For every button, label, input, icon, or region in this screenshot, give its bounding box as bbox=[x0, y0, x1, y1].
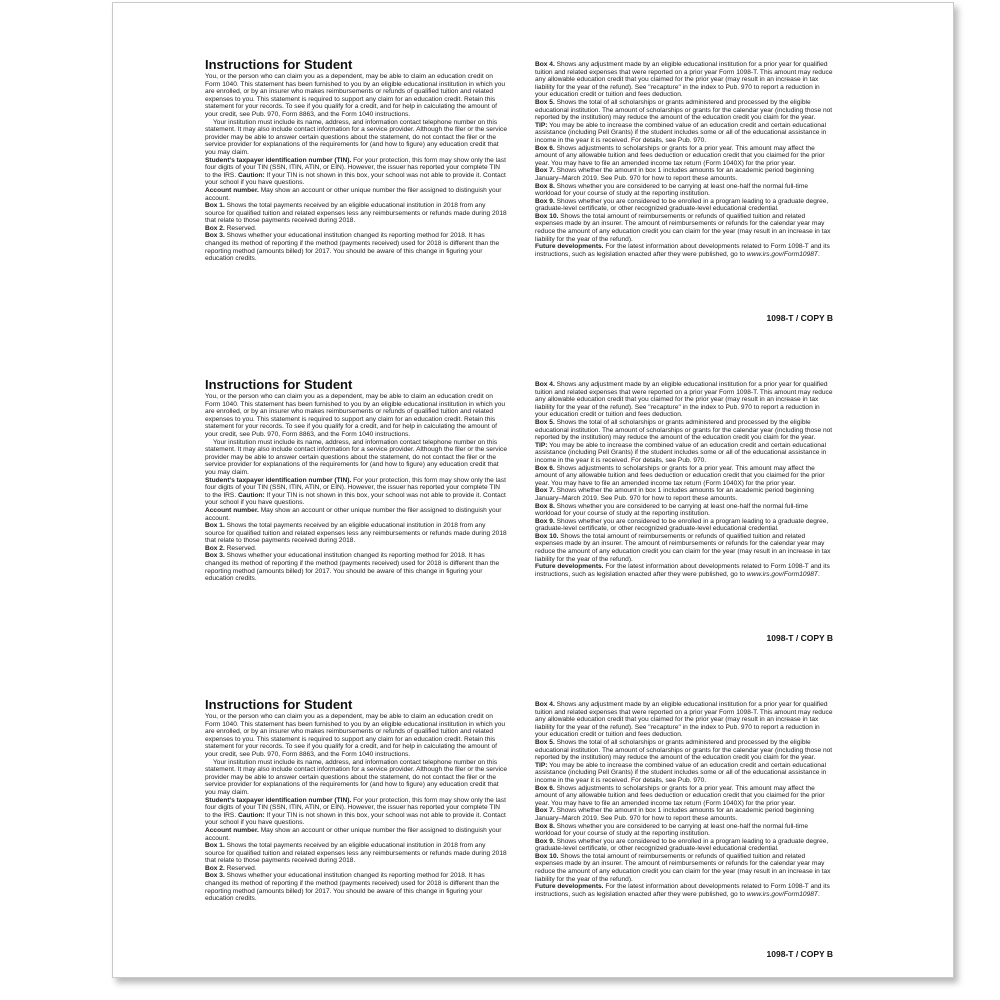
paragraph-heading: Future developments. bbox=[535, 563, 604, 571]
paragraph-text: Shows whether you are considered to be enrolled in a program leading to a graduate degree, graduate-level certificate, or other recognized graduate-level educational credential. bbox=[535, 517, 829, 533]
right-column bbox=[535, 381, 833, 578]
paragraph-heading: Box 6. bbox=[535, 144, 555, 152]
form-sheet bbox=[112, 2, 954, 978]
paragraph-heading: Box 10. bbox=[535, 852, 559, 860]
irs-url-link: www.irs.gov/Form1098T bbox=[746, 570, 818, 578]
paragraph-heading: Box 7. bbox=[535, 487, 555, 495]
instruction-paragraph bbox=[535, 167, 833, 182]
instruction-paragraph bbox=[535, 183, 833, 198]
paragraph-heading: Box 8. bbox=[535, 182, 555, 190]
paragraph-text: Shows the total amount of reimbursements or refunds of qualified tuition and related expenses made by an insurer. The amount of reimbursements or refunds for the calendar year may reduce the amount of any education credit you can claim for the year (may result in an increase in tax liability for the year of the refund). bbox=[535, 532, 831, 563]
paragraph-heading: TIP: bbox=[535, 441, 548, 449]
instruction-paragraph bbox=[205, 73, 507, 119]
paragraph-heading: Box 4. bbox=[535, 381, 555, 388]
left-column bbox=[205, 697, 507, 903]
paragraph-heading: Box 7. bbox=[535, 167, 555, 175]
paragraph-text: May show an account or other unique number the filer assigned to distinguish your account. bbox=[205, 506, 502, 522]
paragraph-text: Shows adjustments to scholarships or grants for a prior year. This amount may affect the amount of any allowable tuition and fees deduction or education credit that you claimed for the prior year. You may have to file an amended income tax return (Form 1040X) for the prior year. bbox=[535, 464, 825, 487]
instructions-panel-3 bbox=[205, 697, 853, 997]
paragraph-heading: Box 1. bbox=[205, 522, 225, 530]
paragraph-heading: Box 1. bbox=[205, 842, 225, 850]
paragraph-heading: Box 7. bbox=[535, 807, 555, 815]
paragraph-text: Shows whether the amount in box 1 includes amounts for an academic period beginning January–March 2019. See Pub. 970 for how to report these amounts. bbox=[535, 167, 814, 182]
paragraph-text: Shows any adjustment made by an eligible educational institution for a prior year for qualified tuition and related expenses that were reported on a prior year Form 1098-T. This amount may reduce any allowable education credit that you claimed for the prior year (may result in an increase in tax liability for the year of the refund). See "recapture" in the index to Pub. 970 to report a reduction in your education credit or tuition and fees deduction. bbox=[535, 701, 833, 739]
instruction-paragraph bbox=[535, 99, 833, 122]
instruction-paragraph bbox=[205, 439, 507, 477]
instruction-paragraph bbox=[205, 507, 507, 522]
instruction-paragraph bbox=[535, 785, 833, 808]
instruction-paragraph bbox=[205, 225, 507, 233]
instruction-paragraph bbox=[535, 518, 833, 533]
paragraph-heading: Box 2. bbox=[205, 544, 225, 552]
paragraph-heading: Account number. bbox=[205, 826, 259, 834]
paragraph-heading: Box 8. bbox=[535, 822, 555, 830]
paragraph-heading: Student's taxpayer identification number (TIN). bbox=[205, 476, 352, 484]
paragraph-text: Shows the total payments received by an eligible educational institution in 2018 from any source for qualified tuition and related expenses less any reimbursements or refunds made during 2018 that relate to those payments received during 2018. bbox=[205, 842, 507, 865]
irs-url-link: www.irs.gov/Form1098T bbox=[746, 890, 818, 898]
paragraph-heading: Box 5. bbox=[535, 738, 555, 746]
paragraph-heading: Box 1. bbox=[205, 202, 225, 210]
paragraph-heading: Student's taxpayer identification number (TIN). bbox=[205, 796, 352, 804]
instruction-paragraph bbox=[535, 243, 833, 258]
paragraph-heading: Box 9. bbox=[535, 197, 555, 205]
instruction-paragraph bbox=[535, 853, 833, 883]
instruction-paragraph bbox=[535, 533, 833, 563]
instruction-paragraph bbox=[535, 838, 833, 853]
paragraph-text: For your protection, this form may show only the last four digits of your TIN (SSN, ITIN, ATIN, or EIN). However, the issuer has reported your complete TIN to the IRS. bbox=[205, 796, 506, 819]
instruction-paragraph bbox=[205, 119, 507, 157]
paragraph-text: If your TIN is not shown in this box, your school was not able to provide it. Contact your school if you have questions. bbox=[205, 491, 506, 507]
paragraph-text: Shows whether your educational institution changed its reporting method for 2018. It has changed its method of reporting if the method (payments received) used for 2018 is different than the reporting method (amounts billed) for 2017. You should be aware of this change in figuring your education credits. bbox=[205, 232, 500, 263]
paragraph-text: For the latest information about developments related to Form 1098-T and its instructions, such as legislation enacted after they were published, go to bbox=[535, 243, 830, 258]
instruction-paragraph bbox=[535, 145, 833, 168]
paragraph-heading: Box 10. bbox=[535, 532, 559, 540]
paragraph-text: Reserved. bbox=[224, 864, 257, 872]
paragraph-text: Shows adjustments to scholarships or grants for a prior year. This amount may affect the amount of any allowable tuition and fees deduction or education credit that you claimed for the prior year. You may have to file an amended income tax return (Form 1040X) for the prior year. bbox=[535, 144, 825, 167]
paragraph-heading: Box 4. bbox=[535, 701, 555, 708]
instruction-paragraph bbox=[205, 865, 507, 873]
right-body bbox=[535, 381, 833, 578]
paragraph-text: . bbox=[817, 890, 820, 898]
paragraph-heading: Account number. bbox=[205, 506, 259, 514]
paragraph-heading: Future developments. bbox=[535, 883, 604, 891]
paragraph-text: Your institution must include its name, address, and information contact telephone number on this statement. It may also include contact information for a service provider. Although the filer or the service provider may be able to answer certain questions about the statement, do not contact the filer or the service provider for explanations of the requirements for (and how to figure) any education credit that you may claim. bbox=[205, 758, 507, 796]
panel-title: Instructions for Student bbox=[205, 697, 353, 712]
paragraph-text: Shows the total payments received by an eligible educational institution in 2018 from any source for qualified tuition and related expenses less any reimbursements or refunds made during 2018 that relate to those payments received during 2018. bbox=[205, 202, 507, 225]
paragraph-text: Shows adjustments to scholarships or grants for a prior year. This amount may affect the amount of any allowable tuition and fees deduction or education credit that you claimed for the prior year. You may have to file an amended income tax return (Form 1040X) for the prior year. bbox=[535, 784, 825, 807]
paragraph-text: Shows whether you are considered to be enrolled in a program leading to a graduate degree, graduate-level certificate, or other recognized graduate-level educational credential. bbox=[535, 837, 829, 853]
paragraph-text: You, or the person who can claim you as a dependent, may be able to claim an education credit on Form 1040. This statement has been furnished to you by an eligible educational institution in which you are enrolled, or by an insurer who makes reimbursements or refunds of qualified tuition and related expenses to you. This statement is required to support any claim for an education credit. Retain this statement for your records. To see if you qualify for a credit, and for help in calculating the amount of your credit, see Pub. 970, Form 8863, and the Form 1040 instructions. bbox=[205, 73, 506, 118]
right-body bbox=[535, 61, 833, 258]
instruction-paragraph bbox=[205, 545, 507, 553]
paragraph-heading: Box 10. bbox=[535, 212, 559, 220]
paragraph-text: You, or the person who can claim you as a dependent, may be able to claim an education credit on Form 1040. This statement has been furnished to you by an eligible educational institution in which you are enrolled, or by an insurer who makes reimbursements or refunds of qualified tuition and related expenses to you. This statement is required to support any claim for an education credit. Retain this statement for your records. To see if you qualify for a credit, and for help in calculating the amount of your credit, see Pub. 970, Form 8863, and the Form 1040 instructions. bbox=[205, 393, 506, 438]
paragraph-heading: Box 2. bbox=[205, 864, 225, 872]
right-column bbox=[535, 701, 833, 898]
instruction-paragraph bbox=[535, 739, 833, 762]
paragraph-heading: TIP: bbox=[535, 121, 548, 129]
instruction-paragraph bbox=[205, 759, 507, 797]
paragraph-text: Shows whether your educational institution changed its reporting method for 2018. It has changed its method of reporting if the method (payments received) used for 2018 is different than the reporting method (amounts billed) for 2017. You should be aware of this change in figuring your education credits. bbox=[205, 872, 500, 903]
instruction-paragraph bbox=[535, 419, 833, 442]
instruction-paragraph bbox=[205, 842, 507, 865]
panel-title: Instructions for Student bbox=[205, 377, 353, 392]
panel-title: Instructions for Student bbox=[205, 57, 353, 72]
paragraph-text: . bbox=[817, 570, 820, 578]
instructions-panel-2 bbox=[205, 377, 853, 677]
paragraph-text: Shows any adjustment made by an eligible educational institution for a prior year for qualified tuition and related expenses that were reported on a prior year Form 1098-T. This amount may reduce any allowable education credit that you claimed for the prior year (may result in an increase in tax liability for the year of the refund). See "recapture" in the index to Pub. 970 to report a reduction in your education credit or tuition and fees deduction. bbox=[535, 381, 833, 419]
paragraph-text: Shows whether you are considered to be carrying at least one-half the normal full-time workload for your course of study at the reporting institution. bbox=[535, 182, 809, 198]
instruction-paragraph bbox=[205, 232, 507, 262]
instruction-paragraph bbox=[535, 487, 833, 502]
paragraph-text: If your TIN is not shown in this box, your school was not able to provide it. Contact your school if you have questions. bbox=[205, 811, 506, 827]
left-column bbox=[205, 57, 507, 263]
instruction-paragraph bbox=[535, 807, 833, 822]
paragraph-heading: Account number. bbox=[205, 186, 259, 194]
instruction-paragraph bbox=[535, 823, 833, 838]
paragraph-text: May show an account or other unique number the filer assigned to distinguish your account. bbox=[205, 826, 502, 842]
instruction-paragraph bbox=[205, 872, 507, 902]
paragraph-text: For the latest information about developments related to Form 1098-T and its instructions, such as legislation enacted after they were published, go to bbox=[535, 883, 830, 898]
paragraph-text: You, or the person who can claim you as a dependent, may be able to claim an education credit on Form 1040. This statement has been furnished to you by an eligible educational institution in which you are enrolled, or by an insurer who makes reimbursements or refunds of qualified tuition and related expenses to you. This statement is required to support any claim for an education credit. Retain this statement for your records. To see if you qualify for a credit, and for help in calculating the amount of your credit, see Pub. 970, Form 8863, and the Form 1040 instructions. bbox=[205, 713, 506, 758]
paragraph-heading: Caution: bbox=[236, 811, 265, 819]
copy-label: 1098-T / COPY B bbox=[766, 633, 833, 643]
paragraph-heading: Box 5. bbox=[535, 418, 555, 426]
paragraph-text: Shows whether you are considered to be carrying at least one-half the normal full-time workload for your course of study at the reporting institution. bbox=[535, 822, 809, 838]
left-body bbox=[205, 73, 507, 263]
instruction-paragraph bbox=[535, 465, 833, 488]
paragraph-text: Reserved. bbox=[224, 544, 257, 552]
paragraph-text: If your TIN is not shown in this box, your school was not able to provide it. Contact your school if you have questions. bbox=[205, 171, 506, 187]
instruction-paragraph bbox=[205, 522, 507, 545]
paragraph-text: Shows whether you are considered to be enrolled in a program leading to a graduate degree, graduate-level certificate, or other recognized graduate-level educational credential. bbox=[535, 197, 829, 213]
instruction-paragraph bbox=[535, 563, 833, 578]
paragraph-text: Shows the total amount of reimbursements or refunds of qualified tuition and related expenses made by an insurer. The amount of reimbursements or refunds for the calendar year may reduce the amount of any education credit you can claim for the year (may result in an increase in tax liability for the year of the refund). bbox=[535, 212, 831, 243]
instruction-paragraph bbox=[205, 187, 507, 202]
instruction-paragraph bbox=[205, 797, 507, 827]
paragraph-text: Shows whether the amount in box 1 includes amounts for an academic period beginning January–March 2019. See Pub. 970 for how to report these amounts. bbox=[535, 807, 814, 822]
paragraph-text: Shows the total of all scholarships or grants administered and processed by the eligible educational institution. The amount of scholarships or grants for the calendar year (including those not reported by the institution) may reduce the amount of the education credit you claim for the year. bbox=[535, 738, 833, 762]
paragraph-heading: Box 6. bbox=[535, 784, 555, 792]
paragraph-text: Shows whether the amount in box 1 includes amounts for an academic period beginning January–March 2019. See Pub. 970 for how to report these amounts. bbox=[535, 487, 814, 502]
left-column bbox=[205, 377, 507, 583]
copy-label: 1098-T / COPY B bbox=[766, 313, 833, 323]
paragraph-text: Reserved. bbox=[224, 224, 257, 232]
instruction-paragraph bbox=[535, 198, 833, 213]
instructions-panel-1 bbox=[205, 57, 853, 357]
paragraph-heading: Box 5. bbox=[535, 98, 555, 106]
instruction-paragraph bbox=[205, 827, 507, 842]
instruction-paragraph bbox=[535, 883, 833, 898]
instruction-paragraph bbox=[535, 442, 833, 465]
paragraph-text: . bbox=[817, 250, 820, 258]
paragraph-heading: Box 3. bbox=[205, 872, 225, 880]
paragraph-heading: TIP: bbox=[535, 761, 548, 769]
instruction-paragraph bbox=[535, 122, 833, 145]
left-body bbox=[205, 713, 507, 903]
instruction-paragraph bbox=[205, 157, 507, 187]
instruction-paragraph bbox=[535, 213, 833, 243]
paragraph-heading: Caution: bbox=[236, 171, 265, 179]
paragraph-heading: Box 2. bbox=[205, 224, 225, 232]
left-body bbox=[205, 393, 507, 583]
instruction-paragraph bbox=[205, 713, 507, 759]
paragraph-text: Shows the total payments received by an eligible educational institution in 2018 from any source for qualified tuition and related expenses less any reimbursements or refunds made during 2018 that relate to those payments received during 2018. bbox=[205, 522, 507, 545]
paragraph-heading: Future developments. bbox=[535, 243, 604, 251]
paragraph-text: You may be able to increase the combined value of an education credit and certain educational assistance (including Pell Grants) if the student includes some or all of the educational assistance in income in the year it is received. For details, see Pub. 970. bbox=[535, 441, 827, 464]
instruction-paragraph bbox=[535, 61, 833, 99]
paragraph-heading: Box 3. bbox=[205, 552, 225, 560]
paragraph-text: For your protection, this form may show only the last four digits of your TIN (SSN, ITIN, ATIN, or EIN). However, the issuer has reported your complete TIN to the IRS. bbox=[205, 476, 506, 499]
paragraph-text: Shows whether your educational institution changed its reporting method for 2018. It has changed its method of reporting if the method (payments received) used for 2018 is different than the reporting method (amounts billed) for 2017. You should be aware of this change in figuring your education credits. bbox=[205, 552, 500, 583]
right-body bbox=[535, 701, 833, 898]
paragraph-text: Shows any adjustment made by an eligible educational institution for a prior year for qualified tuition and related expenses that were reported on a prior year Form 1098-T. This amount may reduce any allowable education credit that you claimed for the prior year (may result in an increase in tax liability for the year of the refund). See "recapture" in the index to Pub. 970 to report a reduction in your education credit or tuition and fees deduction. bbox=[535, 61, 833, 99]
paragraph-text: For your protection, this form may show only the last four digits of your TIN (SSN, ITIN, ATIN, or EIN). However, the issuer has reported your complete TIN to the IRS. bbox=[205, 156, 506, 179]
instruction-paragraph bbox=[535, 503, 833, 518]
instruction-paragraph bbox=[205, 393, 507, 439]
paragraph-heading: Student's taxpayer identification number (TIN). bbox=[205, 156, 352, 164]
paragraph-heading: Box 6. bbox=[535, 464, 555, 472]
instruction-paragraph bbox=[535, 381, 833, 419]
paragraph-text: Your institution must include its name, address, and information contact telephone number on this statement. It may also include contact information for a service provider. Although the filer or the service provider may be able to answer certain questions about the statement, do not contact the filer or the service provider for explanations of the requirements for (and how to figure) any education credit that you may claim. bbox=[205, 438, 507, 476]
paragraph-text: Shows the total of all scholarships or grants administered and processed by the eligible educational institution. The amount of scholarships or grants for the calendar year (including those not reported by the institution) may reduce the amount of the education credit you claim for the year. bbox=[535, 98, 833, 122]
paragraph-text: May show an account or other unique number the filer assigned to distinguish your account. bbox=[205, 186, 502, 202]
paragraph-heading: Box 9. bbox=[535, 517, 555, 525]
right-column bbox=[535, 61, 833, 258]
paragraph-text: Shows whether you are considered to be carrying at least one-half the normal full-time workload for your course of study at the reporting institution. bbox=[535, 502, 809, 518]
instruction-paragraph bbox=[205, 202, 507, 225]
paragraph-text: Your institution must include its name, address, and information contact telephone number on this statement. It may also include contact information for a service provider. Although the filer or the service provider may be able to answer certain questions about the statement, do not contact the filer or the service provider for explanations of the requirements for (and how to figure) any education credit that you may claim. bbox=[205, 118, 507, 156]
paragraph-heading: Box 9. bbox=[535, 837, 555, 845]
instruction-paragraph bbox=[535, 701, 833, 739]
paragraph-heading: Caution: bbox=[236, 491, 265, 499]
paragraph-heading: Box 4. bbox=[535, 61, 555, 68]
paragraph-text: You may be able to increase the combined value of an education credit and certain educational assistance (including Pell Grants) if the student includes some or all of the educational assistance in income in the year it is received. For details, see Pub. 970. bbox=[535, 121, 827, 144]
paragraph-text: You may be able to increase the combined value of an education credit and certain educational assistance (including Pell Grants) if the student includes some or all of the educational assistance in income in the year it is received. For details, see Pub. 970. bbox=[535, 761, 827, 784]
paragraph-heading: Box 8. bbox=[535, 502, 555, 510]
paragraph-text: Shows the total amount of reimbursements or refunds of qualified tuition and related expenses made by an insurer. The amount of reimbursements or refunds for the calendar year may reduce the amount of any education credit you can claim for the year (may result in an increase in tax liability for the year of the refund). bbox=[535, 852, 831, 883]
instruction-paragraph bbox=[205, 477, 507, 507]
copy-label: 1098-T / COPY B bbox=[766, 949, 833, 959]
irs-url-link: www.irs.gov/Form1098T bbox=[746, 250, 818, 258]
paragraph-text: Shows the total of all scholarships or grants administered and processed by the eligible educational institution. The amount of scholarships or grants for the calendar year (including those not reported by the institution) may reduce the amount of the education credit you claim for the year. bbox=[535, 418, 833, 442]
paragraph-heading: Box 3. bbox=[205, 232, 225, 240]
instruction-paragraph bbox=[205, 552, 507, 582]
paragraph-text: For the latest information about developments related to Form 1098-T and its instructions, such as legislation enacted after they were published, go to bbox=[535, 563, 830, 578]
instruction-paragraph bbox=[535, 762, 833, 785]
